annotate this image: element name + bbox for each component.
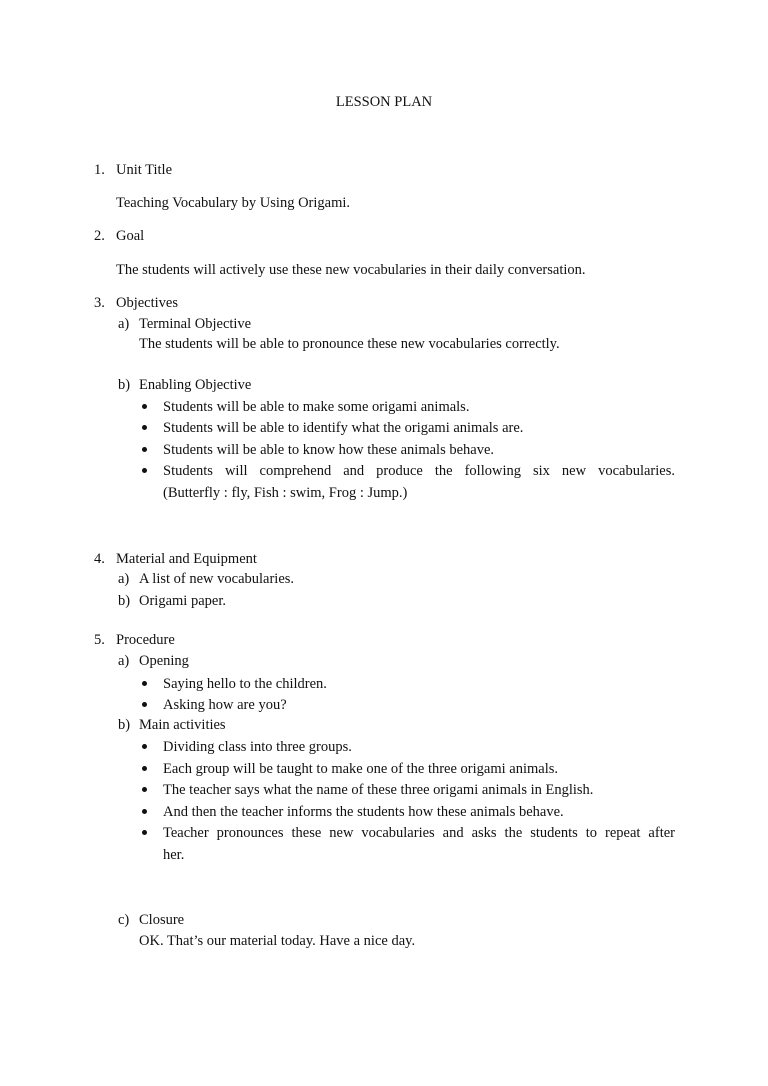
section-1-heading: Unit Title [116, 162, 173, 178]
list-item: And then the teacher informs the students how these animals behave. [163, 804, 564, 820]
bullet-icon [142, 766, 147, 771]
bullet-icon [142, 744, 147, 749]
section-5c-text: OK. That’s our material today. Have a nice day. [139, 933, 416, 949]
list-item: Students will be able to make some origami animals. [163, 399, 470, 415]
bullet-icon [142, 404, 147, 409]
section-4a-text: A list of new vocabularies. [139, 571, 295, 587]
bullet-icon [142, 787, 147, 792]
section-4b-letter: b) [118, 593, 131, 609]
bullet-icon [142, 425, 147, 430]
list-item: Dividing class into three groups. [163, 739, 352, 755]
section-3b-label: Enabling Objective [139, 377, 252, 393]
section-3-number: 3. [94, 295, 105, 311]
section-2-text: The students will actively use these new vocabularies in their daily conversation. [116, 262, 586, 278]
section-5c-label: Closure [139, 912, 185, 928]
section-4b-text: Origami paper. [139, 593, 226, 609]
section-5b-letter: b) [118, 717, 131, 733]
list-item: Students will comprehend and produce the following six new vocabularies. [163, 463, 675, 479]
list-item: The teacher says what the name of these three origami animals in English. [163, 782, 594, 798]
section-3a-text: The students will be able to pronounce these new vocabularies correctly. [139, 336, 560, 352]
list-item: Asking how are you? [163, 697, 287, 713]
bullet-icon [142, 830, 147, 835]
list-item: Teacher pronounces these new vocabularies and asks the students to repeat after [163, 825, 675, 841]
section-1-text: Teaching Vocabulary by Using Origami. [116, 195, 351, 211]
bullet-icon [142, 447, 147, 452]
list-item-continuation: her. [163, 847, 185, 863]
list-item: Students will be able to identify what the origami animals are. [163, 420, 524, 436]
section-5-number: 5. [94, 632, 105, 648]
section-4-number: 4. [94, 551, 105, 567]
list-item: Students will be able to know how these animals behave. [163, 442, 495, 458]
page-title: LESSON PLAN [335, 94, 433, 110]
section-4-heading: Material and Equipment [116, 551, 257, 567]
section-3b-letter: b) [118, 377, 131, 393]
list-item: Each group will be taught to make one of the three origami animals. [163, 761, 559, 777]
section-4a-letter: a) [118, 571, 130, 587]
section-5c-letter: c) [118, 912, 130, 928]
bullet-icon [142, 681, 147, 686]
list-item: Saying hello to the children. [163, 676, 327, 692]
section-3a-label: Terminal Objective [139, 316, 252, 332]
section-5-heading: Procedure [116, 632, 175, 648]
bullet-icon [142, 809, 147, 814]
section-5a-letter: a) [118, 653, 130, 669]
section-2-number: 2. [94, 228, 105, 244]
section-5a-label: Opening [139, 653, 189, 669]
list-item-continuation: (Butterfly : fly, Fish : swim, Frog : Jump.) [163, 485, 408, 501]
bullet-icon [142, 468, 147, 473]
section-3-heading: Objectives [116, 295, 179, 311]
section-5b-label: Main activities [139, 717, 226, 733]
section-1-number: 1. [94, 162, 105, 178]
bullet-icon [142, 702, 147, 707]
section-2-heading: Goal [116, 228, 145, 244]
section-3a-letter: a) [118, 316, 130, 332]
